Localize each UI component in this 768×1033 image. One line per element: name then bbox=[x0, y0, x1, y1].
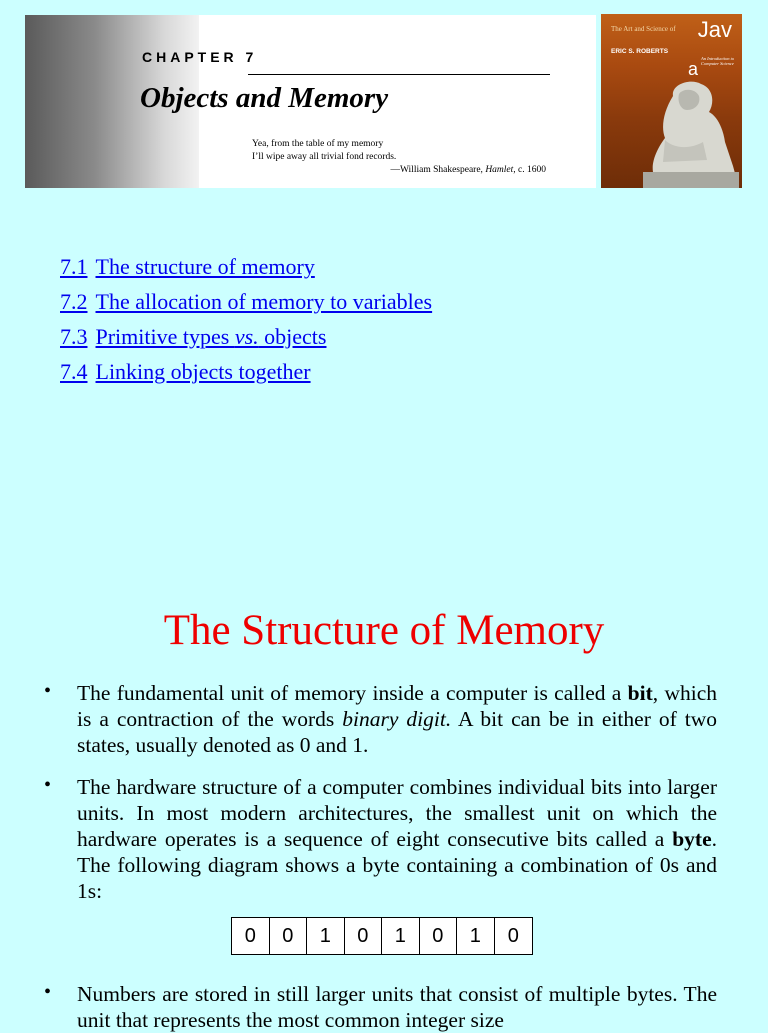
bit-cell: 0 bbox=[420, 918, 458, 954]
epigraph-line: I’ll wipe away all trivial fond records. bbox=[252, 152, 397, 162]
toc-number: 7.4 bbox=[60, 359, 88, 384]
epigraph-attribution bbox=[252, 164, 546, 177]
bullet-paragraph bbox=[77, 774, 717, 904]
book-series: The Art and Science of bbox=[611, 25, 676, 33]
toc-label-italic: vs. bbox=[234, 324, 259, 349]
text-run: . The following diagram shows a byte containing a combination of 0s and 1s: bbox=[77, 827, 717, 903]
book-subtitle: An Introduction to Computer Science bbox=[701, 56, 735, 66]
attrib-date: , c. 1600 bbox=[513, 165, 546, 175]
bit-cell: 0 bbox=[270, 918, 308, 954]
attrib-author: —William Shakespeare, bbox=[390, 165, 486, 175]
bit-cell: 0 bbox=[507, 925, 519, 947]
bit-cell: 0 bbox=[232, 918, 270, 954]
bullet-paragraph bbox=[77, 680, 717, 758]
section-title: The Structure of Memory bbox=[163, 607, 605, 654]
bit-cell: 0 bbox=[345, 918, 383, 954]
chapter-title: Objects and Memory bbox=[140, 82, 389, 114]
bit-cell: 1 bbox=[307, 918, 345, 954]
toc-link-7-1[interactable] bbox=[60, 249, 432, 284]
text-run: , which is a contraction of the words bbox=[77, 681, 717, 731]
toc-label: The allocation of memory to variables bbox=[95, 289, 433, 314]
header-rule bbox=[248, 74, 550, 75]
book-title-fragment: Jav bbox=[697, 17, 732, 42]
toc-label: Linking objects together bbox=[95, 359, 311, 384]
toc-link-7-3[interactable] bbox=[60, 319, 432, 354]
book-author: ERIC S. ROBERTS bbox=[611, 48, 669, 55]
bit-cell: 1 bbox=[457, 918, 495, 954]
byte-diagram bbox=[231, 917, 533, 955]
text-run: A bit can be in either of two states, usually denoted as 0 and 1. bbox=[77, 707, 717, 757]
bit-cell: 1 bbox=[382, 918, 420, 954]
term-binary-digit: binary digit. bbox=[342, 707, 452, 731]
toc-link-7-2[interactable] bbox=[60, 284, 432, 319]
term-byte: byte bbox=[672, 827, 712, 851]
epigraph bbox=[252, 138, 546, 177]
toc-label: The structure of memory bbox=[95, 254, 315, 279]
toc-number: 7.1 bbox=[60, 254, 88, 279]
text-run: The hardware structure of a computer combines individual bits into larger units. In most modern architectures, the smallest unit on which the hardware operates is a sequence of eight consecutive bits called a bbox=[77, 775, 717, 851]
term-bit: bit bbox=[627, 681, 653, 705]
toc-label: Primitive types bbox=[95, 324, 235, 349]
attrib-work: Hamlet bbox=[485, 165, 514, 175]
book-title-fragment-2: a bbox=[687, 59, 698, 79]
toc-number: 7.2 bbox=[60, 289, 88, 314]
book-cover-image bbox=[601, 14, 742, 188]
toc-number: 7.3 bbox=[60, 324, 88, 349]
text-run: The fundamental unit of memory inside a computer is called a bbox=[77, 681, 628, 705]
chapter-label: CHAPTER 7 bbox=[142, 49, 258, 65]
toc-label: objects bbox=[258, 324, 327, 349]
bullet-paragraph bbox=[77, 981, 717, 1033]
lion-statue-icon bbox=[643, 76, 739, 188]
toc-link-7-4[interactable] bbox=[60, 354, 432, 389]
text-run: Numbers are stored in still larger units that consist of multiple bytes. The unit that represents the most common integer size bbox=[77, 982, 717, 1032]
table-of-contents bbox=[60, 249, 432, 389]
epigraph-line: Yea, from the table of my memory bbox=[252, 139, 384, 149]
